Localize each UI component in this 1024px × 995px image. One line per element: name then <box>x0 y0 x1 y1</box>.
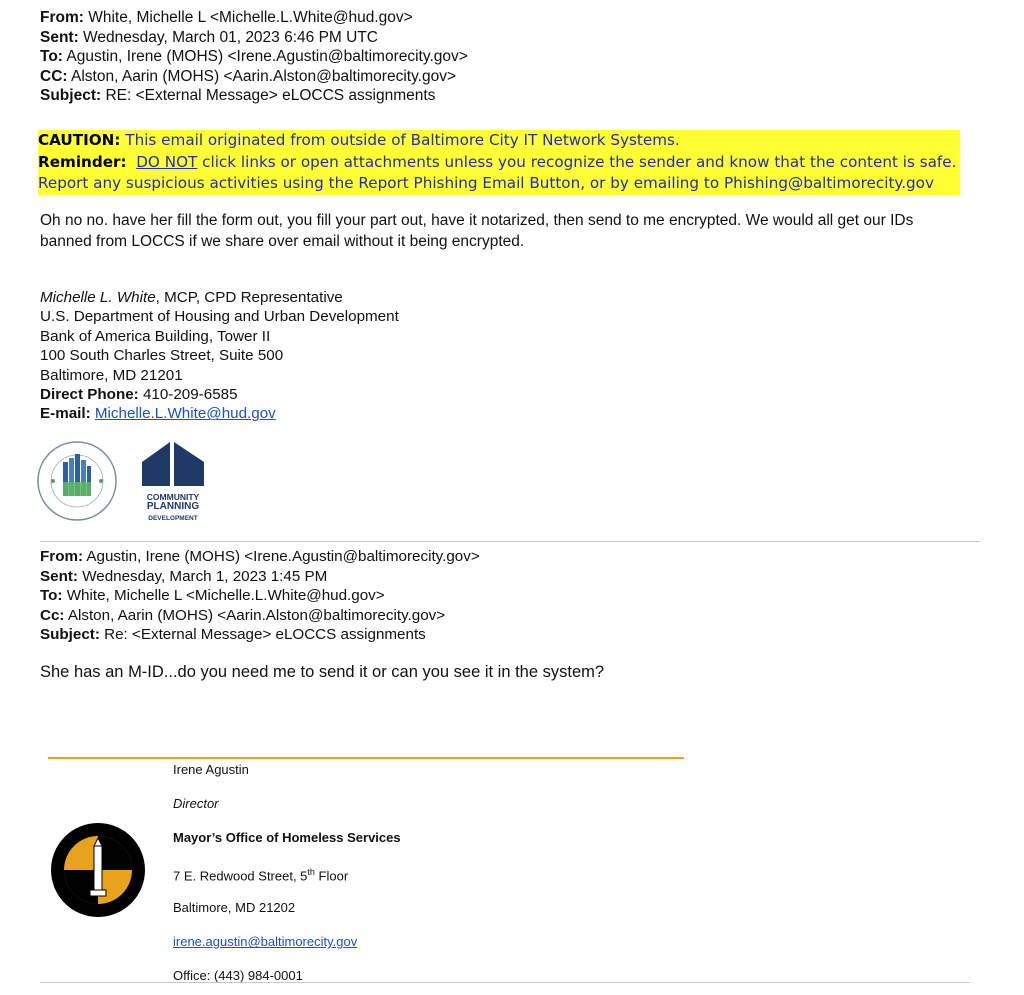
message1-body <box>40 210 913 252</box>
sig1-street: 100 South Charles Street, Suite 500 <box>40 347 284 365</box>
caution-banner <box>38 130 960 195</box>
sig1-email-line: E-mail: Michelle.L.White@hud.gov <box>40 405 276 423</box>
email2-subject: Subject: Re: <External Message> eLOCCS assignments <box>40 626 426 643</box>
message2-body: She has an M-ID...do you need me to send it or can you see it in the system? <box>40 663 605 681</box>
sig2-city: Baltimore, MD 21202 <box>173 900 296 916</box>
sig2-office: Mayor’s Office of Homeless Services <box>173 830 401 845</box>
email1-sent: Sent: Wednesday, March 01, 2023 6:46 PM UTC <box>40 28 378 46</box>
sig1-name-line: Michelle L. White, MCP, CPD Representative <box>40 289 343 306</box>
signature2-divider <box>48 757 684 759</box>
email1-cc: CC: Alston, Aarin (MOHS) <Aarin.Alston@baltimorecity.gov> <box>40 67 457 85</box>
caution-line: CAUTION: This email originated from outside of Baltimore City IT Network Systems. <box>38 130 684 152</box>
sig2-street: 7 E. Redwood Street, 5th Floor <box>173 867 349 884</box>
sig2-title: Director <box>173 796 219 811</box>
report-line: Report any suspicious activities using the Report Phishing Email Button, or by emailing to Phishing@baltimorecity.gov <box>38 173 938 195</box>
divider-2 <box>40 982 970 983</box>
sig1-building: Bank of America Building, Tower II <box>40 327 271 345</box>
email2-sent: Sent: Wednesday, March 1, 2023 1:45 PM <box>40 567 328 585</box>
email1-from: From: White, Michelle L <Michelle.L.White@hud.gov> <box>40 9 413 26</box>
sig2-name: Irene Agustin <box>173 762 249 777</box>
sig1-phone: Direct Phone: 410-209-6585 <box>40 386 238 404</box>
message1-line1: Oh no no. have her fill the form out, you fill your part out, have it notarized, then send to me encrypted. We would all get our IDs <box>40 212 914 229</box>
email2-from: From: Agustin, Irene (MOHS) <Irene.Agustin@baltimorecity.gov> <box>40 548 480 565</box>
signature1 <box>40 288 399 424</box>
cpd-logo <box>140 440 206 520</box>
baltimore-seal-text <box>50 822 146 918</box>
reminder-line: Reminder: DO NOT click links or open attachments unless you recognize the sender and know that the content is safe. <box>38 152 960 174</box>
hud-seal-text <box>36 440 118 522</box>
signature2 <box>173 762 401 984</box>
email1-to: To: Agustin, Irene (MOHS) <Irene.Agustin@baltimorecity.gov> <box>40 48 468 65</box>
email1-header <box>40 8 468 106</box>
message1-line2: banned from LOCCS if we share over email without it being encrypted. <box>40 233 525 250</box>
sig1-dept: U.S. Department of Housing and Urban Development <box>40 308 399 326</box>
email2-cc: Cc: Alston, Aarin (MOHS) <Aarin.Alston@baltimorecity.gov> <box>40 606 446 624</box>
cpd-logo-line2: PLANNING <box>146 501 200 512</box>
sig1-city: Baltimore, MD 21201 <box>40 366 183 384</box>
email2-to: To: White, Michelle L <Michelle.L.White@hud.gov> <box>40 587 385 604</box>
sig2-email-link[interactable]: irene.agustin@baltimorecity.gov <box>173 934 358 950</box>
divider-1 <box>40 541 980 542</box>
email2-header <box>40 547 480 645</box>
email1-subject: Subject: RE: <External Message> eLOCCS assignments <box>40 87 436 104</box>
cpd-logo-line1: COMMUNITY <box>146 492 200 502</box>
cpd-logo-line3: DEVELOPMENT <box>148 515 198 522</box>
sig2-phone: Office: (443) 984-0001 <box>173 968 303 984</box>
sig1-email-link[interactable]: Michelle.L.White@hud.gov <box>94 405 276 423</box>
